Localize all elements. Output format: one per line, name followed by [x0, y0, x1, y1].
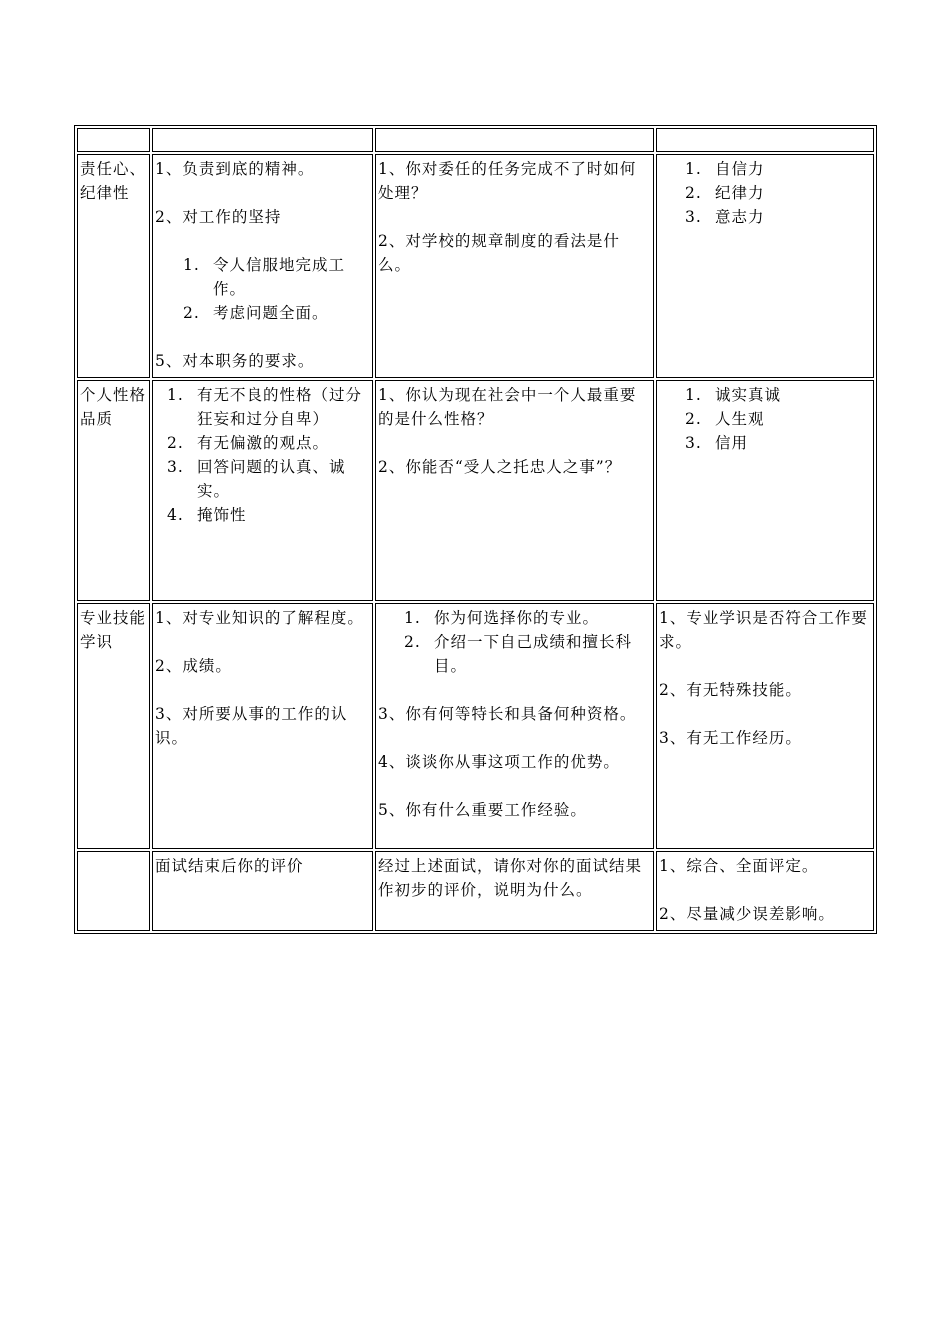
- table-row: [77, 603, 874, 849]
- question-list: [378, 606, 651, 678]
- question-cell: [375, 603, 654, 849]
- question-item: 2、你能否“受人之托忠人之事”？: [378, 458, 622, 476]
- content-cell: [152, 851, 373, 931]
- interview-evaluation-table: [74, 125, 877, 934]
- point-item: 1、专业学识是否符合工作要求。: [659, 609, 868, 651]
- question-item: 2、对学校的规章制度的看法是什么。: [378, 232, 620, 274]
- list-item: 3. 意志力: [685, 208, 765, 226]
- content-item: 1、对专业知识的了解程度。: [155, 609, 364, 627]
- list-item: 1. 令人信服地完成工作。: [183, 256, 346, 298]
- list-item: 3. 回答问题的认真、诚实。: [167, 458, 346, 500]
- points-list: [659, 157, 871, 229]
- header-cell: [656, 128, 874, 152]
- list-item: 2. 有无偏激的观点。: [167, 434, 330, 452]
- question-cell: [375, 851, 654, 931]
- points-cell: [656, 851, 874, 931]
- point-item: 3、有无工作经历。: [659, 729, 802, 747]
- question-item: 3、你有何等特长和具备何种资格。: [378, 705, 637, 723]
- content-list: [155, 383, 370, 527]
- points-cell: [656, 380, 874, 601]
- list-item: 1. 诚实真诚: [685, 386, 782, 404]
- points-cell: [656, 603, 874, 849]
- content-item: 2、对工作的坚持: [155, 208, 282, 226]
- list-item: 2. 纪律力: [685, 184, 765, 202]
- content-item: 1、负责到底的精神。: [155, 160, 315, 178]
- content-item: 5、对本职务的要求。: [155, 352, 315, 370]
- table-row: [77, 851, 874, 931]
- question-cell: [375, 154, 654, 378]
- question-item: 1、你认为现在社会中一个人最重要的是什么性格？: [378, 386, 637, 428]
- table-row: [77, 380, 874, 601]
- table-row: [77, 154, 874, 378]
- content-item: 面试结束后你的评价: [155, 857, 304, 875]
- question-item: 1、你对委任的任务完成不了时如何处理？: [378, 160, 637, 202]
- category-cell: 责任心、纪律性: [77, 154, 150, 378]
- category-cell: 个人性格品质: [77, 380, 150, 601]
- table-header-row: [77, 128, 874, 152]
- point-item: 2、尽量减少误差影响。: [659, 905, 835, 923]
- point-item: 1、综合、全面评定。: [659, 857, 819, 875]
- content-list: [155, 253, 370, 325]
- points-list: [659, 383, 871, 455]
- question-item: 经过上述面试，请你对你的面试结果作初步的评价，说明为什么。: [378, 857, 643, 899]
- category-cell: 专业技能学识: [77, 603, 150, 849]
- points-cell: [656, 154, 874, 378]
- list-item: 2. 考虑问题全面。: [183, 304, 329, 322]
- point-item: 2、有无特殊技能。: [659, 681, 802, 699]
- question-item: 4、谈谈你从事这项工作的优势。: [378, 753, 620, 771]
- question-cell: [375, 380, 654, 601]
- list-item: 2. 人生观: [685, 410, 765, 428]
- content-item: 2、成绩。: [155, 657, 232, 675]
- content-cell: [152, 603, 373, 849]
- list-item: 1. 你为何选择你的专业。: [404, 609, 600, 627]
- question-item: 5、你有什么重要工作经验。: [378, 801, 587, 819]
- list-item: 3. 信用: [685, 434, 749, 452]
- header-cell: [375, 128, 654, 152]
- header-cell: [77, 128, 150, 152]
- content-cell: [152, 380, 373, 601]
- content-cell: [152, 154, 373, 378]
- list-item: 1. 自信力: [685, 160, 765, 178]
- category-cell: [77, 851, 150, 931]
- header-cell: [152, 128, 373, 152]
- content-item: 3、对所要从事的工作的认识。: [155, 705, 348, 747]
- list-item: 2. 介绍一下自己成绩和擅长科目。: [404, 633, 633, 675]
- list-item: 4. 掩饰性: [167, 506, 247, 524]
- list-item: 1. 有无不良的性格（过分狂妄和过分自卑）: [167, 386, 363, 428]
